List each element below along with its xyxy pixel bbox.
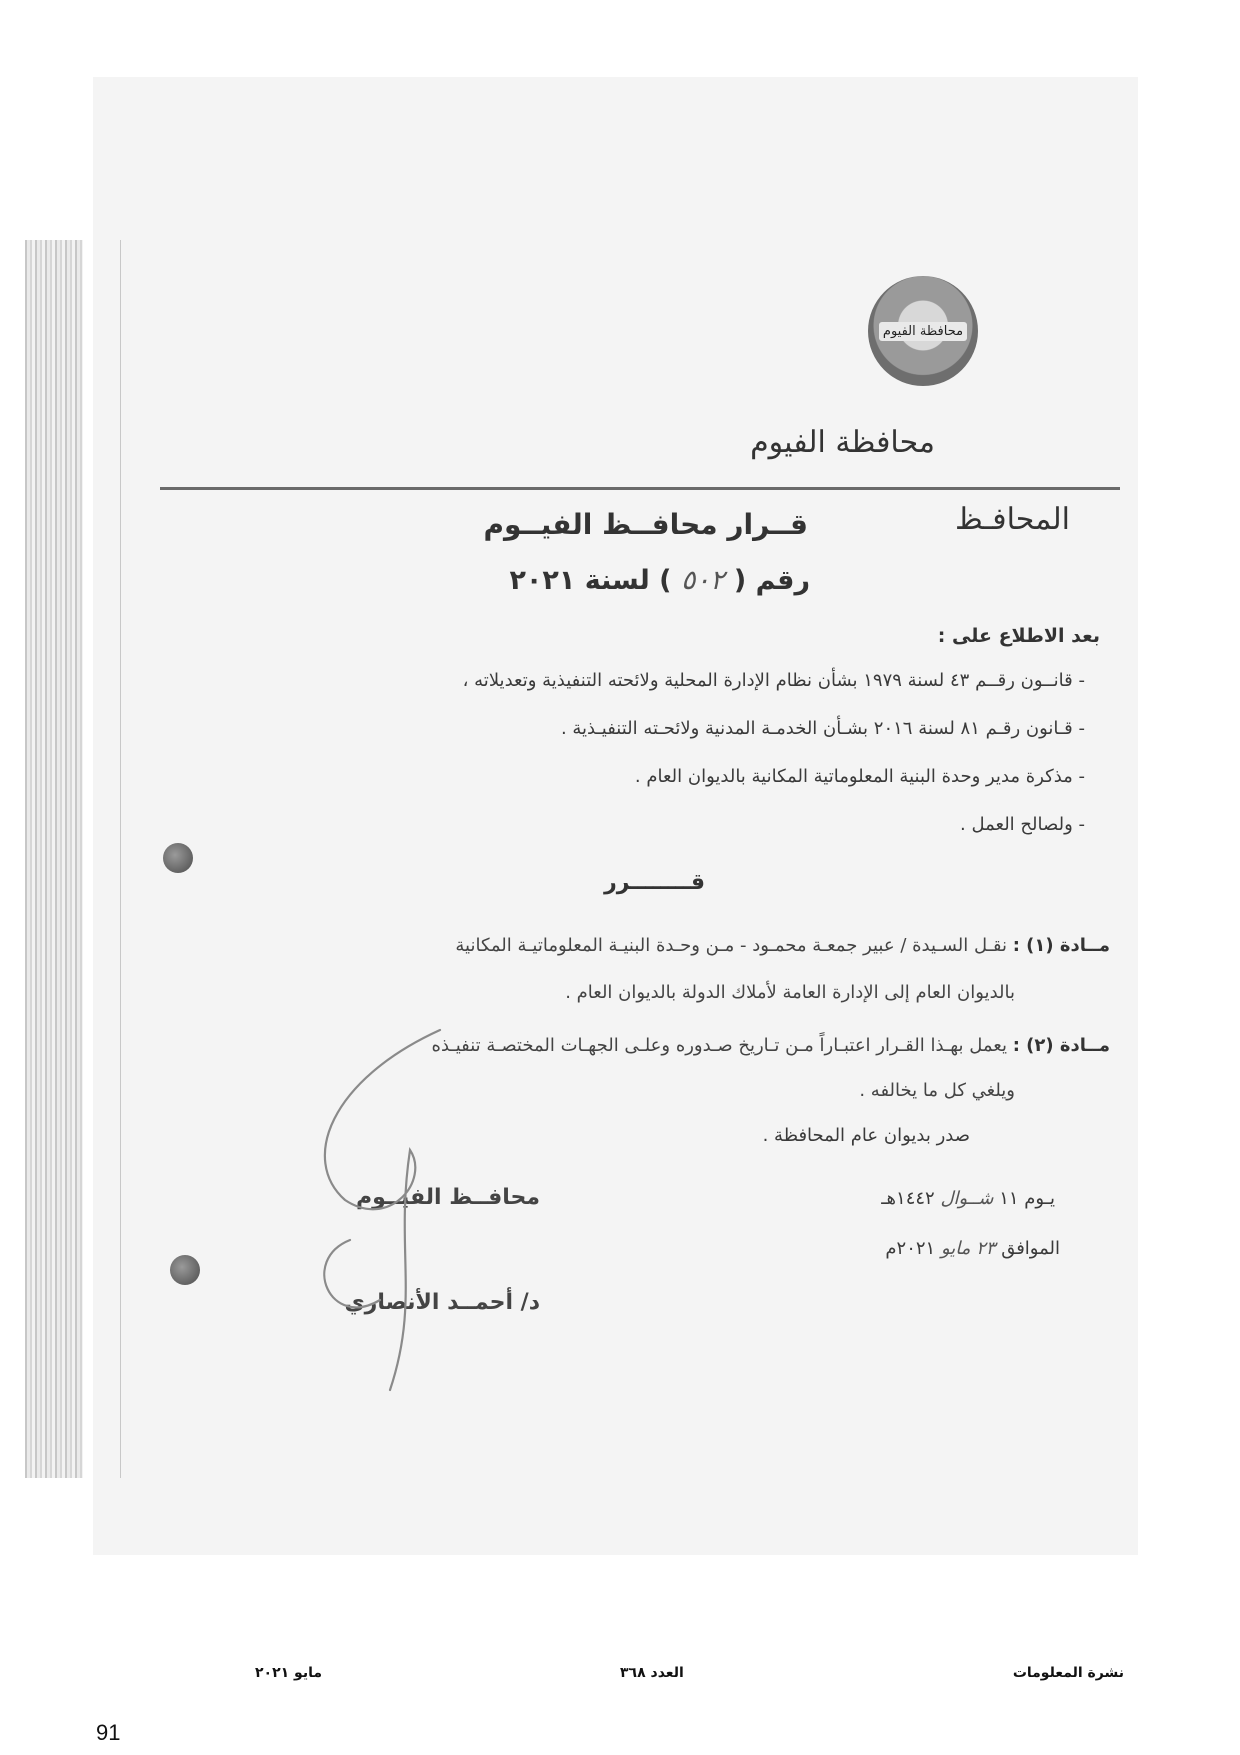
page-number: 91 — [96, 1720, 121, 1745]
seal-text: محافظة الفيوم — [879, 322, 967, 341]
gregorian-prefix: الموافق — [1001, 1238, 1060, 1259]
hijri-prefix: يـوم ١١ — [999, 1188, 1055, 1209]
punch-hole — [170, 1255, 200, 1285]
preamble-item: - قانــون رقــم ٤٣ لسنة ١٩٧٩ بشأن نظام الإدارة المحلية ولائحته التنفيذية وتعديلاته ، — [462, 670, 1085, 691]
decree-number-line — [509, 565, 810, 596]
governorate-seal — [868, 276, 978, 386]
governorate-name: محافظة الفيوم — [750, 425, 935, 460]
hijri-date — [881, 1188, 1055, 1209]
preamble-heading: بعد الاطلاع على : — [937, 625, 1100, 647]
spine-line — [120, 240, 121, 1478]
office-label: المحافـظ — [955, 502, 1070, 537]
footer-issue: العدد ٣٦٨ — [620, 1665, 684, 1681]
article-1-continuation: بالديوان العام إلى الإدارة العامة لأملاك الدولة بالديوان العام . — [565, 982, 1015, 1003]
hijri-suffix: ١٤٤٢هـ — [881, 1188, 935, 1209]
decree-number-prefix: رقم ( — [733, 565, 810, 596]
decree-number-suffix: ) لسنة ٢٠٢١ — [509, 565, 672, 596]
preamble-item: - مذكرة مدير وحدة البنية المعلوماتية المكانية بالديوان العام . — [634, 766, 1085, 787]
footer-publication: نشرة المعلومات — [1012, 1665, 1124, 1681]
decree-title: قــرار محافــظ الفيــوم — [483, 508, 808, 541]
decree-number-handwritten: ٥٠٢ — [680, 565, 725, 596]
hijri-handwritten: شــوال — [940, 1188, 994, 1209]
article-text: نقـل السـيدة / عبير جمعـة محمـود - مـن وحـدة البنيـة المعلوماتيـة المكانية — [455, 935, 1007, 956]
signatory-name: د/ أحمــد الأنصاري — [344, 1290, 540, 1315]
footer-date: مايو ٢٠٢١ — [255, 1665, 323, 1681]
article-2 — [432, 1035, 1110, 1056]
binding-spine — [25, 240, 83, 1478]
punch-hole — [163, 843, 193, 873]
article-text: يعمل بهـذا القـرار اعتبـاراً مـن تـاريخ صـدوره وعلـى الجهـات المختصـة تنفيـذه — [431, 1035, 1007, 1056]
gregorian-handwritten: ٢٣ مايو — [940, 1238, 996, 1259]
issued-statement: صدر بديوان عام المحافظة . — [762, 1125, 970, 1146]
article-label: مــادة (١) : — [1012, 935, 1110, 956]
signature-title: محافــظ الفيــوم — [356, 1185, 540, 1210]
decides-heading: قــــــــرر — [604, 870, 705, 895]
preamble-item: - ولصالح العمل . — [960, 814, 1085, 835]
preamble-item: - قـانون رقـم ٨١ لسنة ٢٠١٦ بشـأن الخدمـة المدنية ولائحـته التنفيـذية . — [560, 718, 1085, 739]
article-label: مــادة (٢) : — [1012, 1035, 1110, 1056]
gregorian-date — [885, 1238, 1060, 1259]
article-2-continuation: ويلغي كل ما يخالفه . — [859, 1080, 1015, 1101]
article-1 — [455, 935, 1110, 956]
gregorian-suffix: ٢٠٢١م — [885, 1238, 936, 1259]
header-rule — [160, 487, 1120, 490]
